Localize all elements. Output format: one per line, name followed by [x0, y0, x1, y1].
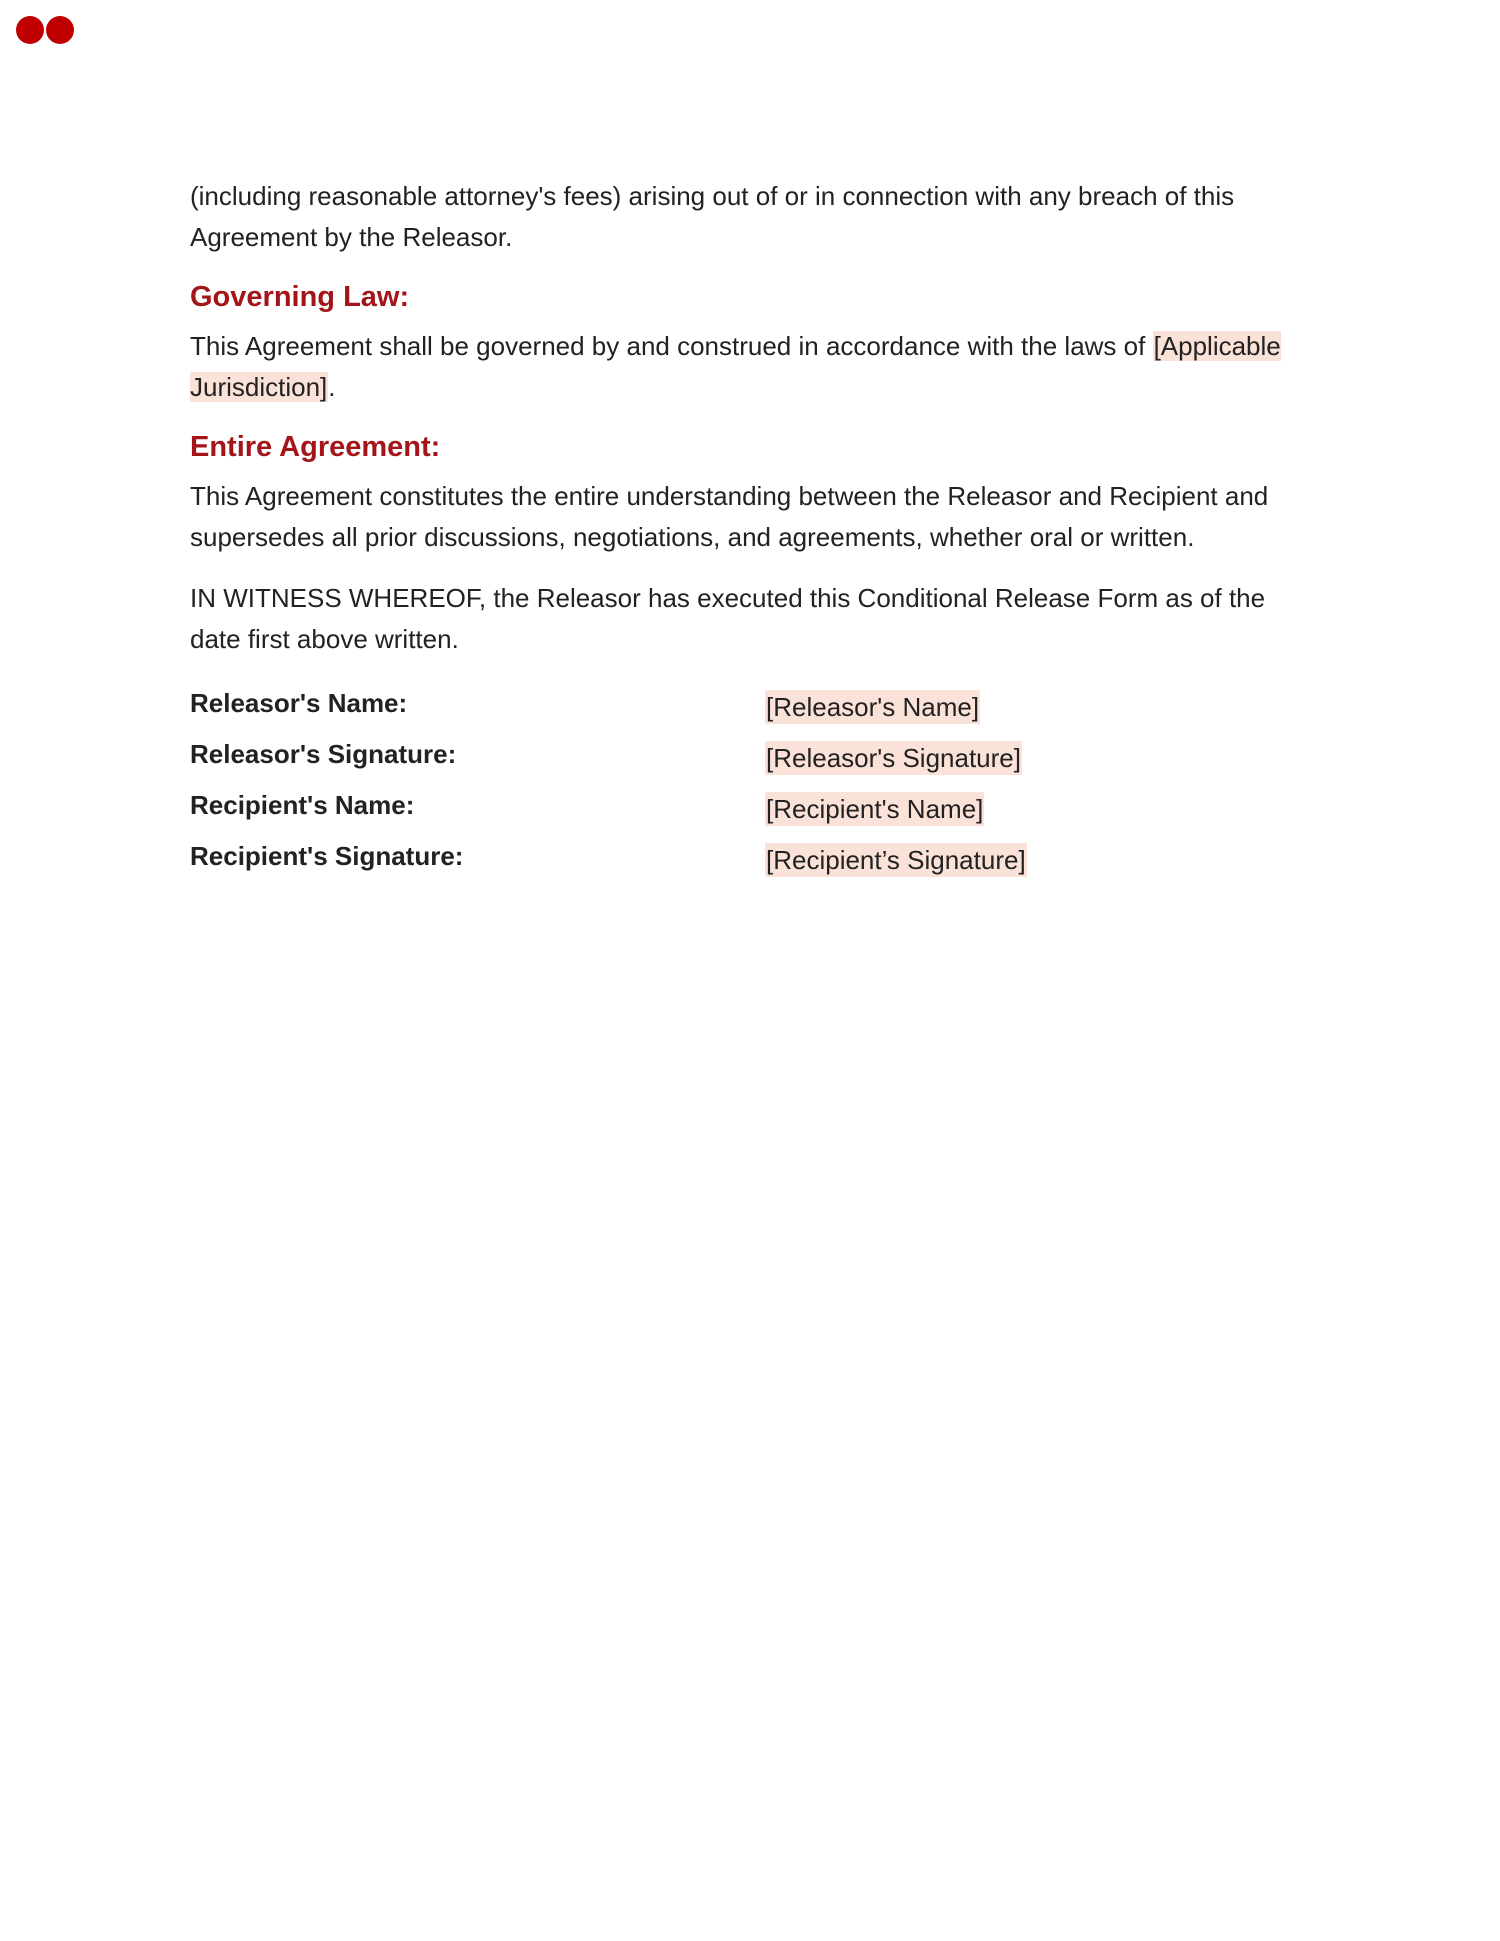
releasor-signature-label: Releasor's Signature: [190, 739, 457, 769]
governing-law-period: . [328, 372, 336, 402]
governing-law-heading: Governing Law: [190, 281, 410, 313]
logo-dot-icon [16, 16, 44, 44]
releasor-signature-placeholder: [Releasor's Signature] [766, 743, 1021, 773]
signature-row [190, 737, 1320, 788]
jurisdiction-placeholder: [Applicable Jurisdiction] [190, 331, 1281, 402]
releasor-name-placeholder: [Releasor's Name] [766, 692, 980, 722]
signature-row [190, 839, 1320, 890]
document-body [190, 176, 1320, 890]
governing-law-paragraph [190, 326, 1320, 408]
entire-agreement-paragraph: This Agreement constitutes the entire understanding between the Releasor and Recipient and supersedes all prior discussions, negotiations, and agreements, whether oral or written. [190, 481, 1269, 552]
signature-row [190, 788, 1320, 839]
witness-paragraph: IN WITNESS WHEREOF, the Releasor has executed this Conditional Release Form as of the date first above written. [190, 583, 1266, 654]
intro-paragraph: (including reasonable attorney's fees) arising out of or in connection with any breach of this Agreement by the Releasor. [190, 181, 1235, 252]
recipient-name-label: Recipient's Name: [190, 790, 415, 820]
recipient-name-placeholder: [Recipient's Name] [766, 794, 984, 824]
logo [16, 16, 76, 44]
releasor-name-label: Releasor's Name: [190, 688, 408, 718]
recipient-signature-label: Recipient's Signature: [190, 841, 464, 871]
entire-agreement-heading: Entire Agreement: [190, 431, 441, 463]
signature-table [190, 686, 1320, 890]
recipient-signature-placeholder: [Recipient’s Signature] [766, 845, 1026, 875]
governing-law-text: This Agreement shall be governed by and construed in accordance with the laws of [190, 331, 1153, 361]
logo-dot-icon [46, 16, 74, 44]
signature-row [190, 686, 1320, 737]
